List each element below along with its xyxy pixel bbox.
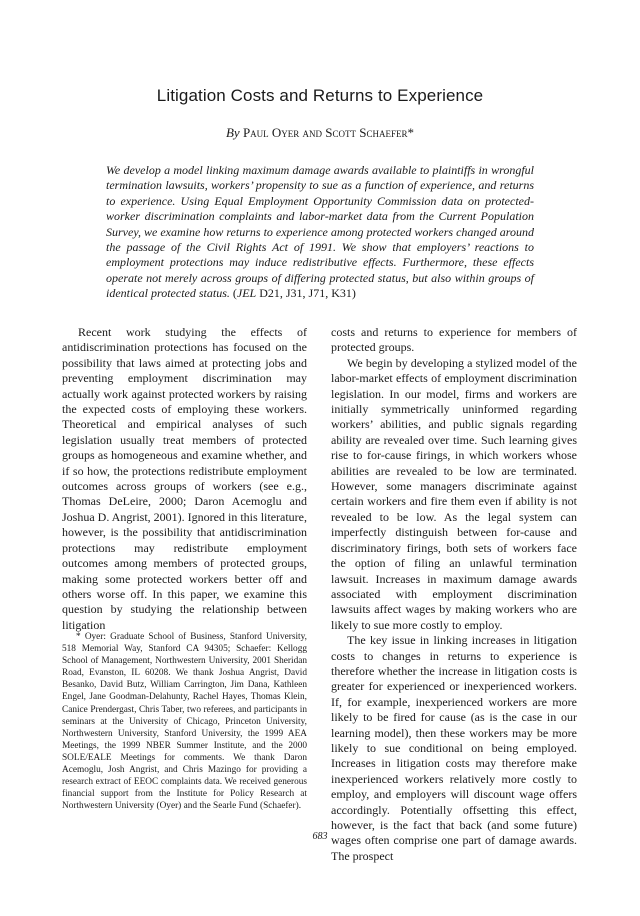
jel-open: ( bbox=[232, 286, 237, 301]
author-footnote bbox=[62, 631, 307, 812]
jel-label: JEL bbox=[236, 286, 257, 301]
jel-classification bbox=[233, 286, 356, 300]
right-column bbox=[331, 325, 577, 864]
body-paragraph: We begin by developing a stylized model of the labor-market effects of employment discrimination legislation. In our model, firms and workers are initially symmetrically uninformed regarding workers’ abilities, and public signals regarding ability are revealed over time. Such learning gives rise to for-cause firings, in which workers whose abilities are revealed to be low are terminated. However, some managers discriminate against certain workers and fire them even if ability is not revealed to be low. As the legal system can imperfectly distinguish between for-cause and discriminatory firings, both sets of workers face the option of filing an unlawful termination lawsuit. Increases in maximum damage awards associated with employment discrimination lawsuits affect wages by making workers who are likely to sue more costly to employ. bbox=[331, 355, 577, 632]
abstract bbox=[106, 163, 534, 302]
author-byline bbox=[0, 125, 640, 141]
body-paragraph-continued: costs and returns to experience for members of protected groups. bbox=[331, 325, 577, 355]
jel-codes: D21, J31, J71, K31) bbox=[259, 286, 356, 301]
body-paragraph: Recent work studying the effects of antidiscrimination protections has focused on the possibility that laws aimed at protecting jobs and preventing employment discrimination may actually work against protected workers by raising the expected costs of employing these workers. Theoretical and empirical analyses of such legislation usually treat members of protected groups as homogeneous and examine whether, and if so how, the protections redistribute employment outcomes across groups of workers (see e.g., Thomas DeLeire, 2000; Daron Acemoglu and Joshua D. Angrist, 2001). Ignored in this literature, however, is the possibility that antidiscrimination protections may redistribute employment outcomes among members of protected groups, making some protected workers better off and others worse off. In this paper, we examine this question by studying the relationship between litigation bbox=[62, 325, 307, 632]
paper-title: Litigation Costs and Returns to Experience bbox=[156, 86, 484, 105]
page-number: 683 bbox=[312, 831, 328, 842]
footnote-text: * Oyer: Graduate School of Business, Stanford University, 518 Memorial Way, Stanford CA 94305; Schaefer: Kellogg School of Management, Northwestern University, 2001 Sheridan Road, Evanston, IL 60208. We thank Joshua Angrist, David Besanko, David Butz, William Carrington, Jim Dana, Kathleen Engel, Jane Goodman-Delahunty, Rachel Hayes, Thomas Klein, Canice Prendergast, Chris Taber, two referees, and participants in seminars at the University of Chicago, Princeton University, Northwestern University, Stanford University, the 1999 AEA Meetings, the 1999 NBER Summer Institute, and the 2000 SOLE/EALE Meetings for comments. We thank Daron Acemoglu, Josh Angrist, and Chris Mazingo for providing a research extract of EEOC complaints data. We received generous financial support from the Institute for Policy Research at Northwestern University (Oyer) and the Searle Fund (Schaefer). bbox=[62, 632, 307, 812]
body-paragraph: The key issue in linking increases in litigation costs to changes in returns to experience is therefore whether the increase in litigation costs is greater for experienced or inexperienced workers. If, for example, inexperienced workers are more likely to be fired for cause (as is the case in our learning model), then these workers may be more likely to sue conditional on being employed. Increases in litigation costs may therefore make inexperienced workers relatively more costly to employ, and employers will discount wage offers accordingly. Potentially offsetting this effect, however, is the fact that back (and some future) wages often comprise one part of damage awards. The prospect bbox=[331, 633, 577, 863]
left-column bbox=[62, 325, 307, 633]
abstract-text: We develop a model linking maximum damage awards available to plaintiffs in wrongful termination lawsuits, workers’ propensity to sue as a function of experience, and returns to experience. Using Equal Employment Opportunity Commission data on protected-worker discrimination complaints and labor-market data from the Current Population Survey, we examine how returns to experience among protected workers changed around the passage of the Civil Rights Act of 1991. We show that employers’ reactions to employment protections may induce redistributive effects. Furthermore, these effects operate not merely across groups of differing protected status, but also within groups of identical protected status. bbox=[106, 163, 534, 301]
byline-authors: Paul Oyer and Scott Schaefer* bbox=[242, 125, 415, 140]
byline-by: By bbox=[225, 125, 240, 140]
